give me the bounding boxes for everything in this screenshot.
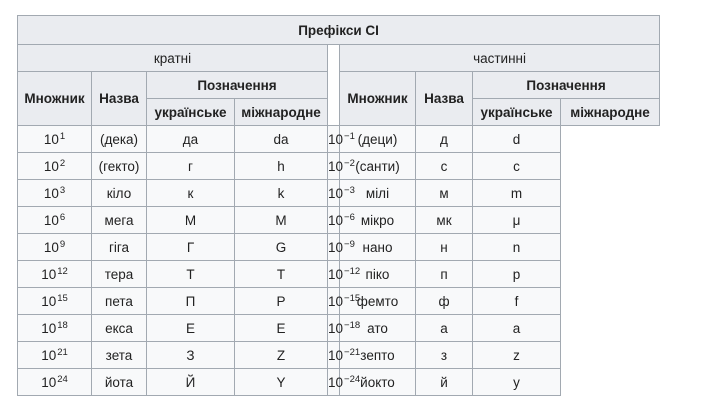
international-symbol-cell: z [473,342,561,369]
international-symbol-cell: p [473,261,561,288]
factor-exponent: −21 [344,346,361,358]
factor-cell [18,180,92,207]
prefix-name-cell: (деци) [340,126,416,153]
factor-base: 10 [328,239,344,255]
factor-exponent: 6 [59,211,66,223]
international-symbol-cell: a [473,315,561,342]
factor-base: 10 [43,212,59,228]
factor-cell [18,153,92,180]
international-symbol-cell: n [473,234,561,261]
factor-cell [328,207,355,234]
ukrainian-symbol-cell: мк [416,207,473,234]
factor-exponent: 21 [57,346,68,358]
factor-cell [18,261,92,288]
factor-base: 10 [41,347,57,363]
factor-cell [328,315,361,342]
international-symbol-cell: E [235,315,328,342]
table-row [18,369,660,396]
submultiples-group-header: частинні [340,45,660,72]
prefix-name-cell: пета [92,288,147,315]
factor-cell [18,342,92,369]
table-row [18,180,660,207]
factor-base: 10 [43,239,59,255]
factor-base: 10 [328,293,344,309]
table-row [18,315,660,342]
international-symbol-cell: h [235,153,328,180]
factor-cell [328,180,355,207]
factor-exponent: −9 [344,238,355,250]
factor-exponent: −6 [344,211,355,223]
factor-exponent: −3 [344,184,355,196]
ukrainian-symbol-cell: г [147,153,235,180]
international-symbol-cell: y [473,369,561,396]
table-row [18,261,660,288]
factor-base: 10 [328,158,344,174]
ukrainian-symbol-header: українське [473,99,561,126]
international-symbol-header: міжнародне [561,99,660,126]
factor-base: 10 [328,374,344,390]
ukrainian-symbol-cell: М [147,207,235,234]
factor-header: Множник [340,72,416,126]
factor-cell [18,126,92,153]
factor-exponent: −18 [344,319,361,331]
factor-base: 10 [41,266,57,282]
factor-base: 10 [328,185,344,201]
international-symbol-cell: μ [473,207,561,234]
factor-exponent: −2 [344,157,355,169]
factor-base: 10 [328,212,344,228]
ukrainian-symbol-cell: й [416,369,473,396]
ukrainian-symbol-cell: Г [147,234,235,261]
prefix-name-cell: мілі [340,180,416,207]
factor-cell [328,369,361,396]
factor-cell [18,207,92,234]
factor-exponent: −1 [344,130,355,142]
ukrainian-symbol-cell: к [147,180,235,207]
si-prefixes-table [17,15,660,396]
factor-exponent: 3 [59,184,66,196]
factor-cell [328,261,361,288]
international-symbol-header: міжнародне [235,99,328,126]
multiples-group-header: кратні [18,45,328,72]
prefix-name-cell: зета [92,342,147,369]
table-row [18,207,660,234]
international-symbol-cell: P [235,288,328,315]
factor-header: Множник [18,72,92,126]
table-row [18,288,660,315]
prefix-name-cell: (гекто) [92,153,147,180]
international-symbol-cell: k [235,180,328,207]
international-symbol-cell: Y [235,369,328,396]
factor-cell [18,369,92,396]
table-row [18,342,660,369]
factor-exponent: 12 [57,265,68,277]
prefix-name-cell: (санти) [340,153,416,180]
ukrainian-symbol-cell: п [416,261,473,288]
table-row [18,126,660,153]
prefix-name-cell: йота [92,369,147,396]
factor-base: 10 [328,320,344,336]
ukrainian-symbol-cell: с [416,153,473,180]
prefix-name-cell: екса [92,315,147,342]
factor-base: 10 [328,347,344,363]
international-symbol-cell: f [473,288,561,315]
symbol-header: Позначення [473,72,660,99]
ukrainian-symbol-cell: н [416,234,473,261]
factor-base: 10 [328,131,344,147]
prefix-name-cell: нано [340,234,416,261]
international-symbol-cell: Z [235,342,328,369]
prefix-name-cell: тера [92,261,147,288]
ukrainian-symbol-cell: Т [147,261,235,288]
ukrainian-symbol-cell: Е [147,315,235,342]
prefix-name-cell: гіга [92,234,147,261]
factor-exponent: −12 [344,265,361,277]
prefix-name-cell: мега [92,207,147,234]
factor-exponent: −24 [344,373,361,385]
name-header: Назва [416,72,473,126]
ukrainian-symbol-cell: З [147,342,235,369]
prefix-name-cell: ато [340,315,416,342]
name-header: Назва [92,72,147,126]
factor-exponent: 24 [57,373,68,385]
factor-exponent: 18 [57,319,68,331]
ukrainian-symbol-cell: д [416,126,473,153]
factor-base: 10 [41,293,57,309]
ukrainian-symbol-cell: ф [416,288,473,315]
prefix-name-cell: мікро [340,207,416,234]
ukrainian-symbol-cell: з [416,342,473,369]
international-symbol-cell: c [473,153,561,180]
ukrainian-symbol-cell: м [416,180,473,207]
ukrainian-symbol-cell: Й [147,369,235,396]
factor-cell [328,153,355,180]
international-symbol-cell: M [235,207,328,234]
ukrainian-symbol-cell: а [416,315,473,342]
factor-cell [18,288,92,315]
table-row [18,153,660,180]
international-symbol-cell: G [235,234,328,261]
factor-base: 10 [41,320,57,336]
prefix-name-cell: йокто [340,369,416,396]
factor-exponent: −15 [344,292,361,304]
table-title: Префікси СІ [18,16,660,45]
prefix-name-cell: фемто [340,288,416,315]
factor-base: 10 [328,266,344,282]
factor-cell [18,234,92,261]
factor-cell [328,126,355,153]
prefix-name-cell: (дека) [92,126,147,153]
factor-base: 10 [41,374,57,390]
ukrainian-symbol-cell: П [147,288,235,315]
factor-cell [328,342,361,369]
column-gap [328,45,340,126]
factor-cell [18,315,92,342]
factor-base: 10 [43,185,59,201]
table-row [18,234,660,261]
ukrainian-symbol-header: українське [147,99,235,126]
symbol-header: Позначення [147,72,328,99]
prefix-name-cell: кіло [92,180,147,207]
international-symbol-cell: m [473,180,561,207]
prefix-name-cell: піко [340,261,416,288]
factor-cell [328,234,355,261]
factor-exponent: 1 [59,130,66,142]
factor-exponent: 15 [57,292,68,304]
factor-exponent: 9 [59,238,66,250]
factor-cell [328,288,361,315]
international-symbol-cell: d [473,126,561,153]
ukrainian-symbol-cell: да [147,126,235,153]
factor-exponent: 2 [59,157,66,169]
international-symbol-cell: T [235,261,328,288]
factor-base: 10 [43,131,59,147]
prefix-name-cell: зепто [340,342,416,369]
factor-base: 10 [43,158,59,174]
international-symbol-cell: da [235,126,328,153]
